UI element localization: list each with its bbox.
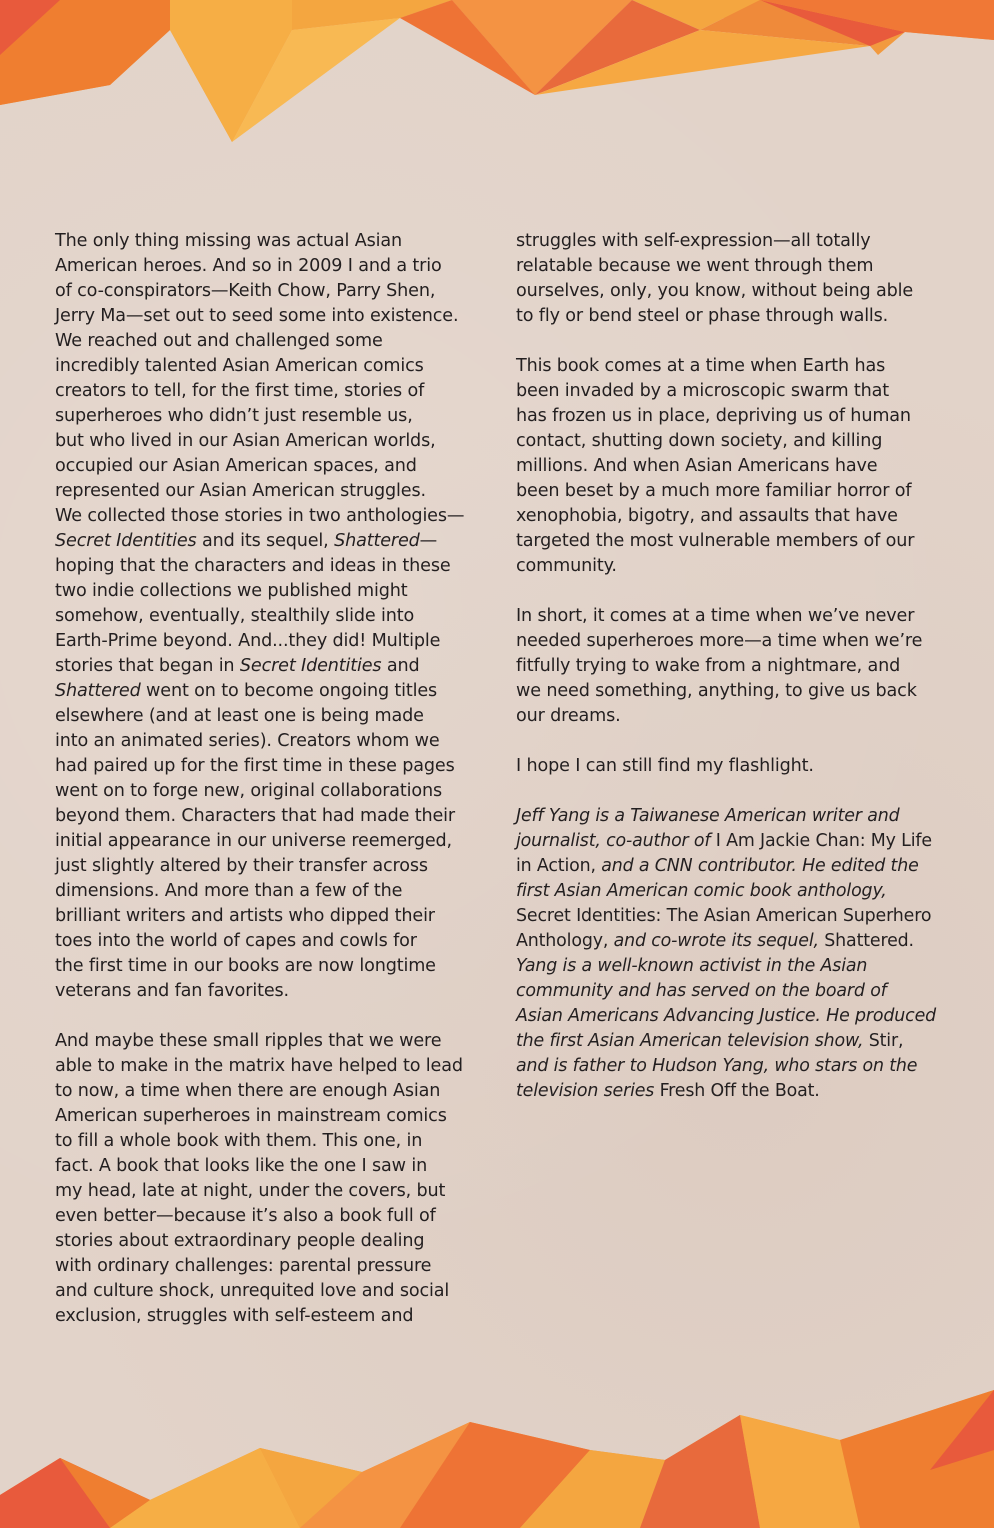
right-paragraph-3: In short, it comes at a time when we’ve never needed superheroes more—a time when we’re fitfully trying to wake from a nightmare, and we need something, anything, to give us back our dreams. (516, 606, 923, 726)
left-paragraph-1 (55, 229, 475, 1004)
top-geometric-border (0, 0, 994, 145)
book-title-secret-identities: Secret Identities (55, 531, 197, 551)
text-span: — hoping that the characters and ideas in these two indie collections we published might somehow, eventually, stealthily slide into Earth-Prime beyond. And...they did! Multiple stories that began in (55, 531, 451, 676)
book-title-shattered: Shattered (55, 681, 141, 701)
left-column (55, 229, 475, 1354)
book-title-shattered: Shattered (334, 531, 420, 551)
bio-text: and co-wrote its sequel, (608, 931, 825, 951)
bio-book-title: Shattered. (824, 931, 914, 951)
bio-show-title: Stir, (868, 1031, 904, 1051)
text-span: The only thing missing was actual Asian American heroes. And so in 2009 I and a trio of co-conspirators—Keith Chow, Parry Shen, Jerry Ma—set out to seed some into existence. We reached out and challenged some incredibly talented Asian American comics creators to tell, for the first time, stories of superheroes who didn’t just resemble us, but who lived in our Asian American worlds, occupied our Asian American spaces, and represented our Asian American struggles. We collected those stories in two anthologies— (55, 231, 465, 526)
bio-book-title: Secret Identities: The Asian American Superhero Anthology, (516, 906, 932, 951)
book-title-secret-identities: Secret Identities (239, 656, 382, 676)
bottom-geometric-border (0, 1390, 994, 1528)
author-bio (516, 804, 936, 1104)
text-span: and its sequel, (196, 531, 335, 551)
bio-text: and a CNN contributor. He edited the first Asian American comic book anthology, (516, 856, 919, 901)
bio-text: Jeff Yang is a Taiwanese American writer and journalist, co-author of (516, 806, 900, 851)
right-paragraph-4: I hope I can still find my flashlight. (516, 756, 814, 776)
bio-book-title: I Am Jackie Chan: My Life in Action, (516, 831, 932, 876)
bio-text: and is father to Hudson Yang, who stars on the television series (516, 1056, 918, 1101)
text-span: and (386, 656, 420, 676)
right-column (516, 229, 936, 1129)
text-span: went on to become ongoing titles elsewhere (and at least one is being made into an animated series). Creators whom we had paired up for the first time in these pages went on to forge new, original collaborations beyond them. Characters that had made their initial appearance in our universe reemerged, just slightly altered by their transfer across dimensions. And more than a few of the brilliant writers and artists who dipped their toes into the world of capes and cowls for the first time in our books are now longtime veterans and fan favorites. (55, 681, 455, 1001)
bio-text: Yang is a well-known activist in the Asian community and has served on the board of Asian Americans Advancing Justice. He produced the first Asian American television show, (516, 956, 937, 1051)
right-paragraph-1: struggles with self-expression—all totally relatable because we went through them ourselves, only, you know, without being able to fly or bend steel or phase through walls. (516, 231, 914, 326)
left-paragraph-2: And maybe these small ripples that we were able to make in the matrix have helped to lead to now, a time when there are enough Asian American superheroes in mainstream comics to fill a whole book with them. This one, in fact. A book that looks like the one I saw in my head, late at night, under the covers, but even better—because it’s also a book full of stories about extraordinary people dealing with ordinary challenges: parental pressure and culture shock, unrequited love and social exclusion, struggles with self-esteem and (55, 1031, 463, 1326)
right-paragraph-2: This book comes at a time when Earth has been invaded by a microscopic swarm that has frozen us in place, depriving us of human contact, shutting down society, and killing millions. And when Asian Americans have been beset by a much more familiar horror of xenophobia, bigotry, and assaults that have targeted the most vulnerable members of our community. (516, 356, 915, 576)
bio-show-title: Fresh Off the Boat. (659, 1081, 820, 1101)
